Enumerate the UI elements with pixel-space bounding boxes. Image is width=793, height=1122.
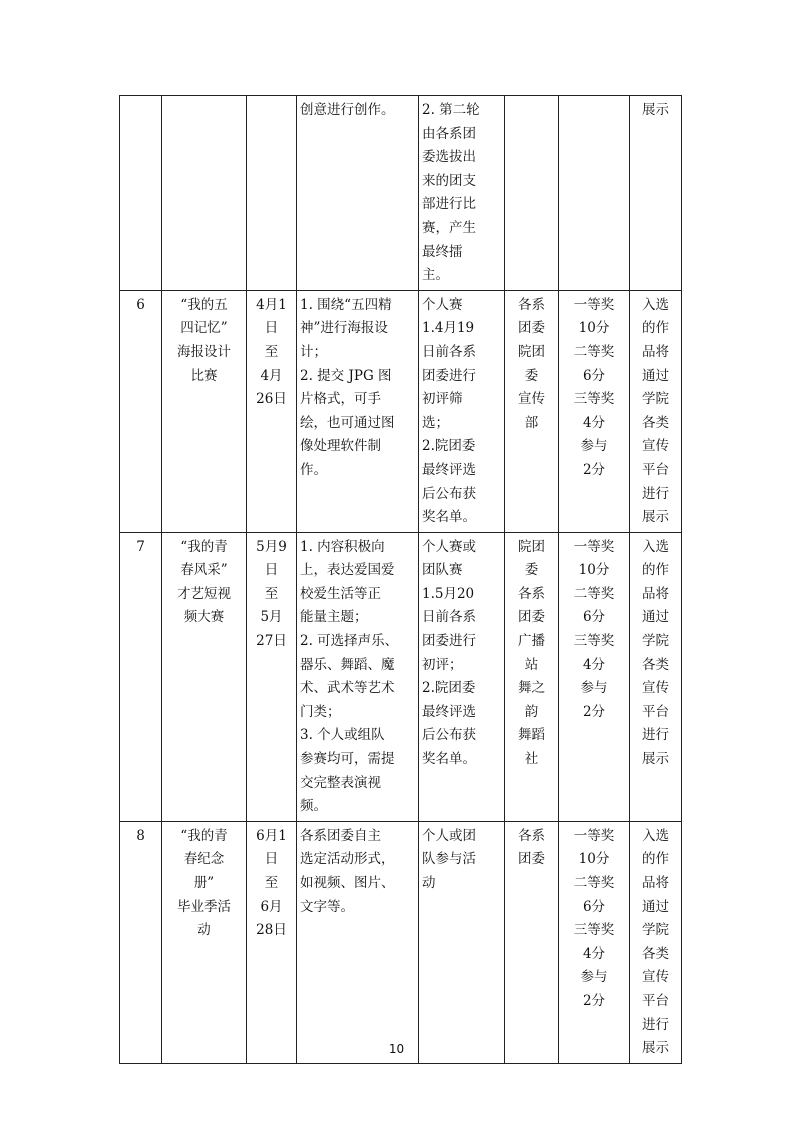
cell-line: 展示 bbox=[642, 1040, 669, 1057]
table-row bbox=[120, 532, 682, 821]
cell-line: 册” bbox=[193, 875, 215, 891]
cell-line: 团委 bbox=[518, 851, 545, 868]
cell-line: 如视频、图片、 bbox=[300, 875, 395, 891]
cell-line: 队参与活 bbox=[422, 851, 476, 868]
cell-line: “我的青 bbox=[180, 538, 228, 555]
cell-line: 神”进行海报设 bbox=[300, 320, 388, 337]
cell-line: 选； bbox=[422, 414, 449, 431]
cell-line: 宣传 bbox=[642, 438, 669, 455]
cell-line: 通过 bbox=[642, 609, 669, 626]
cell-line: 绘，也可通过图 bbox=[300, 414, 395, 431]
cell-line: 最终评选 bbox=[422, 703, 476, 720]
cell-line: 社 bbox=[524, 751, 539, 768]
cell-line: 委 bbox=[524, 562, 539, 579]
cell-line: 比赛 bbox=[190, 367, 218, 384]
cell-line: “我的五 bbox=[180, 296, 228, 313]
cell-line: 品将 bbox=[642, 343, 669, 360]
cell-line: 毕业季活 bbox=[177, 898, 231, 915]
cell-line: 28日 bbox=[256, 922, 287, 939]
table-row bbox=[120, 821, 682, 1063]
cell-organizer bbox=[505, 290, 559, 532]
cell-content bbox=[297, 96, 419, 291]
cell-line: 的作 bbox=[642, 320, 669, 337]
cell-line: 5月9 bbox=[256, 538, 287, 555]
cell-line: 10分 bbox=[578, 562, 610, 579]
table-row bbox=[120, 96, 682, 291]
cell-no bbox=[120, 96, 162, 291]
cell-form bbox=[419, 532, 505, 821]
cell-line: 团委 bbox=[518, 609, 545, 626]
cell-line: 个人赛 bbox=[422, 296, 463, 313]
cell-line: 6分 bbox=[582, 898, 606, 915]
cell-line: 部进行比 bbox=[422, 196, 476, 213]
cell-line: 6月1 bbox=[256, 827, 287, 844]
cell-line: 5月 bbox=[260, 609, 283, 626]
cell-display bbox=[630, 532, 682, 821]
cell-line: 舞之 bbox=[518, 680, 545, 697]
cell-line: 校爱生活等正 bbox=[300, 585, 381, 602]
cell-award bbox=[559, 290, 630, 532]
cell-line: 能量主题； bbox=[300, 609, 368, 626]
cell-line: 由各系团 bbox=[422, 125, 476, 142]
cell-line: 团委 bbox=[518, 320, 545, 337]
cell-line: 各系团委自主 bbox=[300, 827, 381, 844]
cell-line: 赛，产生 bbox=[422, 219, 476, 236]
cell-activity-name bbox=[162, 821, 247, 1063]
cell-line: 2.院团委 bbox=[422, 438, 476, 455]
cell-line: 频大赛 bbox=[183, 609, 225, 626]
cell-line: 2分 bbox=[582, 461, 606, 478]
cell-line: 个人赛或 bbox=[422, 538, 476, 555]
cell-line: 院团 bbox=[518, 343, 545, 360]
cell-time bbox=[247, 532, 297, 821]
cell-line: 计； bbox=[300, 343, 327, 360]
cell-organizer bbox=[505, 532, 559, 821]
cell-line: 动 bbox=[197, 922, 211, 939]
cell-line: 作。 bbox=[300, 461, 327, 478]
cell-line: 各系 bbox=[518, 296, 545, 313]
cell-line: 学院 bbox=[642, 391, 669, 408]
cell-line: 至 bbox=[264, 585, 279, 602]
cell-line: 至 bbox=[264, 875, 279, 891]
cell-form bbox=[419, 821, 505, 1063]
cell-line: 3. 个人或组队 bbox=[300, 727, 385, 744]
cell-line: 二等奖 bbox=[573, 343, 615, 360]
cell-line: 1. 内容积极向 bbox=[300, 538, 385, 555]
cell-line: 最终评选 bbox=[422, 461, 476, 478]
cell-line: 部 bbox=[524, 414, 539, 431]
cell-line: 一等奖 bbox=[573, 538, 615, 555]
cell-line: 像处理软件制 bbox=[300, 438, 381, 455]
cell-line: 二等奖 bbox=[573, 585, 615, 602]
cell-line: 交完整表演视 bbox=[300, 774, 381, 791]
cell-line: 频。 bbox=[300, 798, 327, 815]
cell-line: 1.4月19 bbox=[422, 320, 475, 337]
cell-line: 各系 bbox=[518, 827, 545, 844]
cell-content bbox=[297, 821, 419, 1063]
cell-line: 4月 bbox=[260, 367, 283, 384]
cell-line: 团委进行 bbox=[422, 367, 476, 384]
cell-line: 委 bbox=[524, 367, 539, 384]
cell-line: 春风采” bbox=[180, 562, 228, 579]
cell-line: “我的青 bbox=[180, 827, 228, 844]
cell-line: 后公布获 bbox=[422, 485, 476, 502]
cell-organizer bbox=[505, 821, 559, 1063]
cell-no: 6 bbox=[120, 290, 162, 532]
cell-line: 站 bbox=[524, 656, 539, 673]
cell-line: 三等奖 bbox=[573, 922, 615, 939]
cell-line: 26日 bbox=[256, 391, 287, 408]
cell-line: 入选 bbox=[642, 827, 669, 844]
cell-line: 展示 bbox=[642, 102, 669, 118]
cell-line: 舞蹈 bbox=[518, 727, 545, 744]
cell-line: 4分 bbox=[582, 945, 606, 962]
cell-line: 来的团支 bbox=[422, 172, 476, 189]
cell-line: 才艺短视 bbox=[177, 585, 231, 602]
cell-line: 宣传 bbox=[642, 969, 669, 986]
cell-display bbox=[630, 821, 682, 1063]
cell-line: 2分 bbox=[582, 992, 606, 1009]
cell-line: 平台 bbox=[642, 992, 669, 1009]
cell-line: 三等奖 bbox=[573, 633, 615, 650]
cell-line: 进行 bbox=[642, 727, 669, 744]
cell-line: 展示 bbox=[642, 509, 669, 526]
cell-line: 4月1 bbox=[256, 296, 287, 313]
cell-line: 4分 bbox=[582, 414, 606, 431]
cell-form bbox=[419, 96, 505, 291]
cell-line: 10分 bbox=[578, 320, 610, 337]
cell-line: 创意进行创作。 bbox=[300, 102, 395, 118]
cell-line: 初评； bbox=[422, 656, 463, 673]
table-row bbox=[120, 290, 682, 532]
cell-line: 一等奖 bbox=[573, 296, 615, 313]
activity-table bbox=[119, 95, 682, 1064]
cell-line: 团委进行 bbox=[422, 633, 476, 650]
cell-line: 入选 bbox=[642, 296, 669, 313]
cell-line: 后公布获 bbox=[422, 727, 476, 744]
cell-line: 各类 bbox=[642, 945, 669, 962]
cell-line: 门类； bbox=[300, 703, 341, 720]
cell-line: 平台 bbox=[642, 461, 669, 478]
cell-form bbox=[419, 290, 505, 532]
cell-line: 4分 bbox=[582, 656, 606, 673]
cell-activity-name bbox=[162, 290, 247, 532]
cell-line: 的作 bbox=[642, 562, 669, 579]
cell-line: 入选 bbox=[642, 538, 669, 555]
cell-line: 2. 可选择声乐、 bbox=[300, 633, 399, 650]
cell-time bbox=[247, 821, 297, 1063]
cell-line: 主。 bbox=[422, 267, 449, 284]
cell-line: 1. 围绕“五四精 bbox=[300, 296, 392, 313]
cell-line: 个人或团 bbox=[422, 827, 476, 844]
cell-line: 27日 bbox=[256, 633, 287, 650]
cell-line: 通过 bbox=[642, 367, 669, 384]
cell-line: 宣传 bbox=[518, 391, 545, 408]
cell-line: 器乐、舞蹈、魔 bbox=[300, 656, 395, 673]
cell-line: 动 bbox=[422, 875, 436, 891]
cell-line: 进行 bbox=[642, 1016, 669, 1033]
cell-line: 院团 bbox=[518, 538, 545, 555]
cell-time bbox=[247, 290, 297, 532]
cell-line: 二等奖 bbox=[573, 875, 615, 891]
cell-line: 奖名单。 bbox=[422, 751, 476, 768]
cell-line: 品将 bbox=[642, 875, 669, 891]
cell-line: 日前各系 bbox=[422, 609, 476, 626]
cell-activity-name bbox=[162, 532, 247, 821]
cell-line: 海报设计 bbox=[177, 343, 231, 360]
cell-line: 参与 bbox=[580, 969, 608, 986]
cell-line: 日前各系 bbox=[422, 343, 476, 360]
cell-line: 团队赛 bbox=[422, 562, 463, 579]
cell-line: 学院 bbox=[642, 922, 669, 939]
page-number: 10 bbox=[388, 1042, 405, 1056]
cell-line: 2分 bbox=[582, 703, 606, 720]
cell-line: 上，表达爱国爱 bbox=[300, 562, 395, 579]
cell-line: 宣传 bbox=[642, 680, 669, 697]
cell-line: 参与 bbox=[580, 438, 608, 455]
table-body bbox=[120, 96, 682, 1064]
cell-line: 2.院团委 bbox=[422, 680, 476, 697]
cell-content bbox=[297, 290, 419, 532]
cell-line: 各类 bbox=[642, 414, 669, 431]
cell-line: 初评筛 bbox=[422, 391, 463, 408]
cell-line: 进行 bbox=[642, 485, 669, 502]
cell-line: 春纪念 bbox=[183, 851, 225, 868]
cell-line: 展示 bbox=[642, 751, 669, 768]
cell-line: 最终擂 bbox=[422, 243, 463, 260]
cell-line: 术、武术等艺术 bbox=[300, 680, 395, 697]
cell-line: 通过 bbox=[642, 898, 669, 915]
cell-line: 日 bbox=[264, 562, 279, 579]
cell-award bbox=[559, 532, 630, 821]
cell-content bbox=[297, 532, 419, 821]
cell-line: 四记忆” bbox=[180, 320, 228, 337]
cell-display bbox=[630, 290, 682, 532]
cell-line: 6分 bbox=[582, 367, 606, 384]
cell-line: 日 bbox=[264, 851, 279, 868]
cell-display bbox=[630, 96, 682, 291]
cell-line: 6分 bbox=[582, 609, 606, 626]
cell-line: 各类 bbox=[642, 656, 669, 673]
cell-line: 参与 bbox=[580, 680, 608, 697]
cell-line: 2. 提交 JPG 图 bbox=[300, 367, 392, 384]
cell-line: 1.5月20 bbox=[422, 585, 475, 602]
cell-line: 至 bbox=[264, 343, 279, 360]
cell-line: 委选拔出 bbox=[422, 149, 476, 166]
cell-line: 片格式，可手 bbox=[300, 391, 381, 408]
cell-no: 8 bbox=[120, 821, 162, 1063]
cell-line: 10分 bbox=[578, 851, 610, 868]
cell-line: 2. 第二轮 bbox=[422, 102, 480, 118]
cell-line: 一等奖 bbox=[573, 827, 615, 844]
cell-award bbox=[559, 96, 630, 291]
cell-line: 参赛均可，需提 bbox=[300, 751, 395, 768]
cell-organizer bbox=[505, 96, 559, 291]
cell-line: 各系 bbox=[518, 585, 545, 602]
cell-line: 学院 bbox=[642, 633, 669, 650]
cell-line: 三等奖 bbox=[573, 391, 615, 408]
cell-award bbox=[559, 821, 630, 1063]
cell-line: 6月 bbox=[260, 898, 283, 915]
cell-activity-name bbox=[162, 96, 247, 291]
cell-line: 日 bbox=[264, 320, 279, 337]
cell-line: 韵 bbox=[524, 703, 539, 720]
cell-no: 7 bbox=[120, 532, 162, 821]
cell-line: 品将 bbox=[642, 585, 669, 602]
cell-line: 选定活动形式， bbox=[300, 851, 395, 868]
cell-line: 的作 bbox=[642, 851, 669, 868]
cell-time bbox=[247, 96, 297, 291]
cell-line: 广播 bbox=[518, 633, 545, 650]
cell-line: 平台 bbox=[642, 703, 669, 720]
cell-line: 奖名单。 bbox=[422, 509, 476, 526]
cell-line: 文字等。 bbox=[300, 898, 354, 915]
